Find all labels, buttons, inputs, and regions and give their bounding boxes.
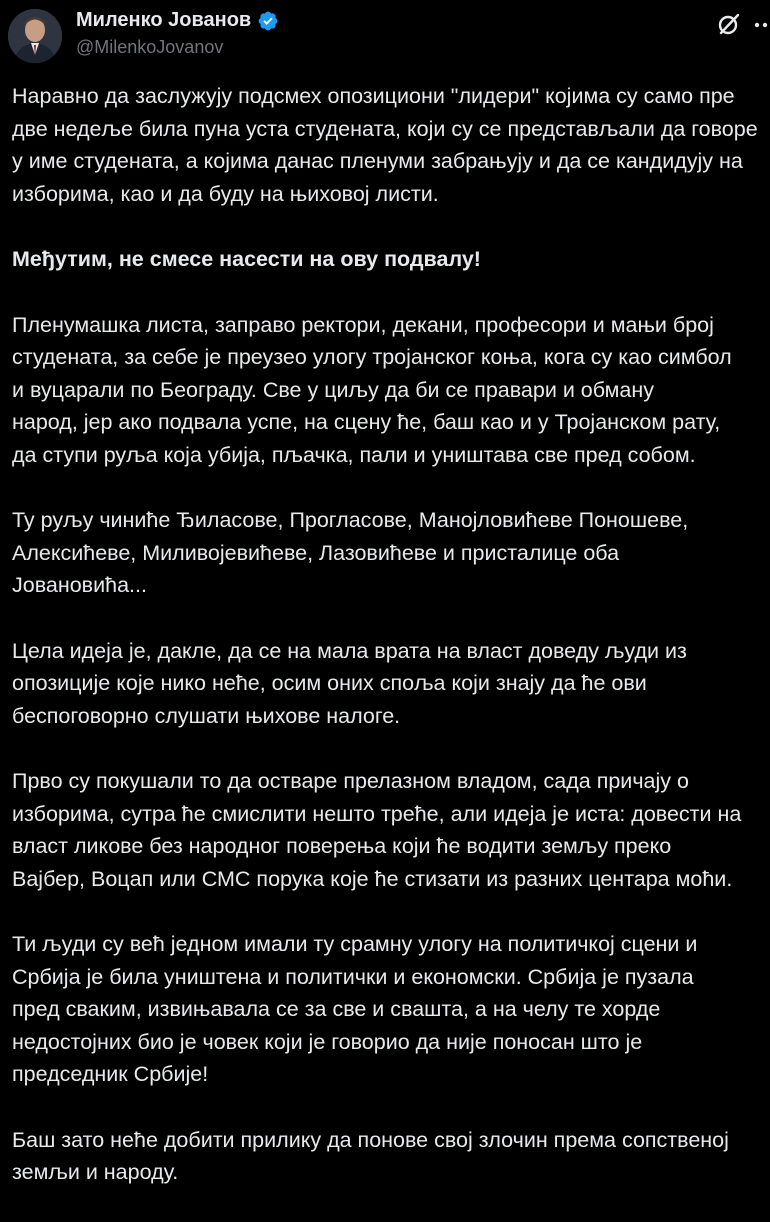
post-line: Јовановића... [12, 573, 147, 597]
post-line: пред сваким, извињавала се за све и свашта, а на челу те хорде [12, 997, 661, 1021]
author-handle[interactable]: @MilenkoJovanov [76, 37, 224, 57]
post-paragraph [12, 309, 770, 472]
post-line: Ти људи су већ једном имали ту срамну улогу на политичкој сцени и [12, 932, 698, 956]
post-line: народ, јер ако подвала успе, на сцену ће, баш као и у Тројанском рату, [12, 410, 721, 434]
post-line: власт ликове без народног поверења који ће водити земљу преко [12, 834, 672, 858]
post-line: Баш зато неће добити прилику да понове свој злочин према сопственој [12, 1127, 729, 1152]
post-line: председник Србије! [12, 1062, 209, 1086]
verified-badge-icon [257, 10, 279, 32]
post-line: изборима, као и да буду на њиховој листи. [12, 181, 439, 206]
post-paragraph [12, 635, 770, 733]
post-line: Цела идеја је, дакле, да се на мала врата на власт доведу људи из [12, 638, 687, 663]
post-line: Међутим, не смесе насести на ову подвалу! [12, 247, 481, 271]
post-paragraph [12, 1124, 770, 1189]
grok-icon[interactable] [716, 11, 742, 37]
avatar[interactable] [8, 9, 62, 63]
post-line: Наравно да заслужују подсмех опозициони "лидери" којима су само пре [12, 84, 735, 108]
post-paragraph [12, 504, 770, 602]
post-paragraph-emphasis [12, 243, 770, 276]
post-line: Прво су покушали то да остваре прелазном владом, сада причају о [12, 769, 689, 793]
post-paragraph [12, 80, 770, 210]
post-text [12, 80, 770, 1222]
post-header [0, 0, 770, 70]
more-options-icon[interactable] [754, 11, 770, 37]
post-line: недостојних био је човек који је говорио да није поносан што је [12, 1029, 643, 1054]
post-line: и вуцарали по Београду. Све у циљу да би се правари и обману [12, 377, 654, 402]
post-line: Ту руљу чиниће Ђиласове, Прогласове, Манојловићеве Поношеве, [12, 508, 689, 532]
author-name[interactable]: Миленко Јованов [76, 9, 252, 31]
post-line: две недеље била пуна уста студената, који су се представљали да говоре [12, 116, 758, 141]
post-line: у име студената, а којима данас пленуми забрањују и да се кандидују на [12, 149, 743, 173]
post-paragraph [12, 928, 770, 1091]
avatar-portrait [8, 9, 62, 63]
post-line: Вајбер, Воцап или СМС порука које ће стизати из разних центара моћи. [12, 866, 733, 891]
post-line: изборима, сутра ће смислити нешто треће, али идеја је иста: довести на [12, 801, 742, 826]
post-paragraph [12, 765, 770, 895]
post-line: да ступи руља која убија, пљачка, пали и уништава све пред собом. [12, 442, 696, 467]
post-line: беспоговорно слушати њихове налоге. [12, 703, 401, 728]
post-line: Пленумашка листа, заправо ректори, декани, професори и мањи број [12, 312, 714, 337]
post-line: Србија је била уништена и политички и економски. Србија је пузала [12, 964, 694, 989]
post-line: земљи и народу. [12, 1160, 179, 1184]
author-name-row [76, 9, 279, 32]
post-line: Алексићеве, Миливојевићеве, Лазовићеве и присталице оба [12, 540, 620, 565]
post-line: опозиције које нико неће, осим оних споља који знају да ће ови [12, 671, 647, 695]
post-line: студената, за себе је преузео улогу тројанског коња, кога су као симбол [12, 345, 732, 369]
